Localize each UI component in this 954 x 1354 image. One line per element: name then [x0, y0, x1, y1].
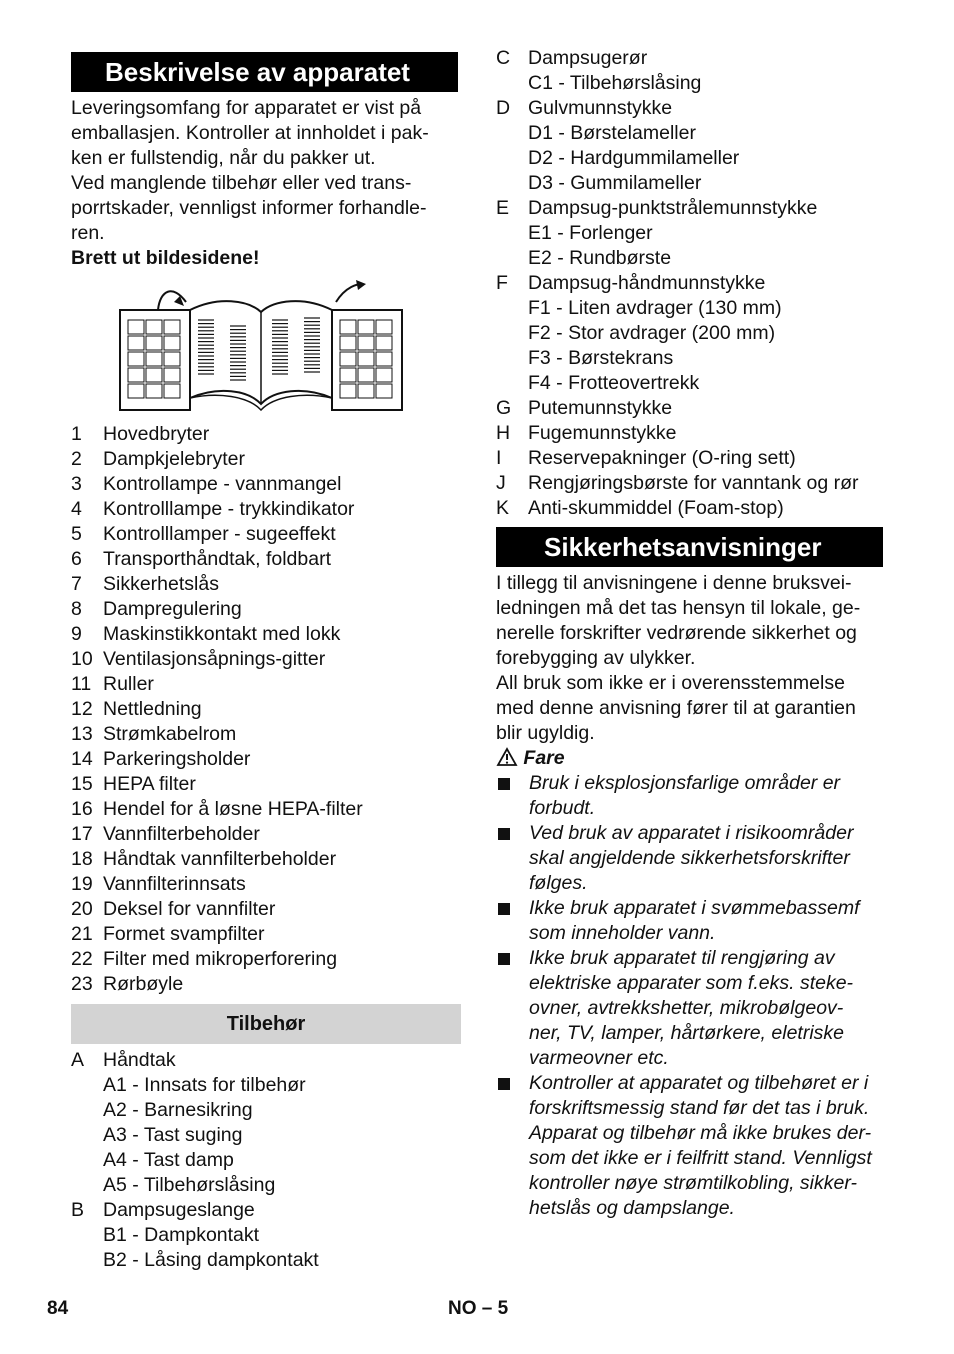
item-text: D3 - Gummilameller [528, 172, 702, 194]
item-number: 23 [71, 973, 93, 995]
safety-intro-line: I tillegg til anvisningene i denne bruksvei- [496, 572, 852, 594]
item-number: 8 [71, 598, 82, 620]
intro-line: porrtskader, vennligst informer forhandle- [71, 197, 427, 219]
item-text: Gulvmunnstykke [528, 97, 673, 119]
intro-line: emballasjen. Kontroller at innholdet i pak- [71, 122, 429, 144]
item-text: E1 - Forlenger [528, 222, 653, 244]
item-text: Dampregulering [103, 598, 242, 620]
safety-bullet-line: Ved bruk av apparatet i risikoområder [529, 822, 854, 844]
item-number: 11 [71, 673, 92, 695]
item-text: C1 - Tilbehørslåsing [528, 72, 702, 94]
safety-intro-line: nerelle forskrifter vedrørende sikkerhet og [496, 622, 857, 644]
section-page-label: NO – 5 [448, 1298, 509, 1319]
item-text: Deksel for vannfilter [103, 898, 276, 920]
item-text: Dampsugeslange [103, 1199, 255, 1221]
item-number: A [71, 1049, 85, 1071]
safety-bullet-line: forbudt. [529, 797, 596, 819]
item-number: H [496, 422, 511, 444]
item-text: HEPA filter [103, 773, 196, 795]
safety-intro-line: All bruk som ikke er i overensstemmelse [496, 672, 845, 694]
safety-bullet-line: Kontroller at apparatet og tilbehøret er i [529, 1072, 869, 1094]
safety-bullet-line: varmeovner etc. [529, 1047, 669, 1069]
item-text: Vannfilterbeholder [103, 823, 260, 845]
safety-bullet-line: Ikke bruk apparatet til rengjøring av [529, 947, 835, 969]
accessories-heading: Tilbehør [71, 1004, 461, 1044]
item-number: D [496, 97, 511, 119]
safety-bullet-line: som det ikke er i feilfritt stand. Vennligst [529, 1147, 872, 1169]
item-text: Hovedbryter [103, 423, 210, 445]
item-number: 3 [71, 473, 82, 495]
item-number: C [496, 47, 511, 69]
item-text: F1 - Liten avdrager (130 mm) [528, 297, 782, 319]
item-text: D2 - Hardgummilameller [528, 147, 740, 169]
item-number: 10 [71, 648, 93, 670]
intro-line: ren. [71, 222, 105, 244]
item-number: 22 [71, 948, 93, 970]
item-text: Ruller [103, 673, 154, 695]
warning-triangle-icon [496, 747, 518, 767]
bullet-square-icon [498, 828, 510, 840]
safety-intro-line: med denne anvisning fører til at garantien [496, 697, 856, 719]
safety-intro-line: forebygging av ulykker. [496, 647, 696, 669]
safety-bullet-line: skal angjeldende sikkerhetsforskrifter [529, 847, 850, 869]
item-number: 14 [71, 748, 93, 770]
item-number: 18 [71, 848, 93, 870]
item-text: A1 - Innsats for tilbehør [103, 1074, 306, 1096]
item-number: 21 [71, 923, 93, 945]
item-text: Dampsug-håndmunnstykke [528, 272, 766, 294]
item-text: Transporthåndtak, foldbart [103, 548, 331, 570]
item-text: F2 - Stor avdrager (200 mm) [528, 322, 776, 344]
safety-bullet-line: elektriske apparater som f.eks. steke- [529, 972, 854, 994]
item-text: F4 - Frotteovertrekk [528, 372, 700, 394]
item-number: 13 [71, 723, 93, 745]
safety-bullet-line: ovner, avtrekkshetter, mikrobølgeov- [529, 997, 844, 1019]
item-number: E [496, 197, 510, 219]
item-text: Dampsug-punktstrålemunnstykke [528, 197, 818, 219]
item-text: Rørbøyle [103, 973, 184, 995]
item-number: 7 [71, 573, 82, 595]
item-text: Sikkerhetslås [103, 573, 219, 595]
item-text: Dampkjelebryter [103, 448, 245, 470]
item-number: 16 [71, 798, 93, 820]
item-text: Ventilasjonsåpnings-gitter [103, 648, 326, 670]
item-text: A2 - Barnesikring [103, 1099, 253, 1121]
item-text: B1 - Dampkontakt [103, 1224, 260, 1246]
item-text: A3 - Tast suging [103, 1124, 243, 1146]
item-number: I [496, 447, 502, 469]
item-number: 4 [71, 498, 82, 520]
item-text: Formet svampfilter [103, 923, 265, 945]
item-text: E2 - Rundbørste [528, 247, 672, 269]
item-number: 12 [71, 698, 93, 720]
fold-out-note: Brett ut bildesidene! [71, 247, 260, 269]
safety-bullet-line: Apparat og tilbehør må ikke brukes der- [529, 1122, 872, 1144]
section-heading-description: Beskrivelse av apparatet [71, 52, 458, 92]
item-text: Håndtak vannfilterbeholder [103, 848, 337, 870]
item-text: Dampsugerør [528, 47, 648, 69]
intro-line: Ved manglende tilbehør eller ved trans- [71, 172, 412, 194]
item-number: 6 [71, 548, 82, 570]
danger-label: Fare [496, 746, 565, 771]
item-number: G [496, 397, 512, 419]
item-number: F [496, 272, 508, 294]
fold-out-pages-illustration [118, 280, 404, 413]
item-text: D1 - Børstelameller [528, 122, 696, 144]
safety-intro-line: blir ugyldig. [496, 722, 595, 744]
item-number: B [71, 1199, 85, 1221]
bullet-square-icon [498, 953, 510, 965]
item-number: 19 [71, 873, 93, 895]
bullet-square-icon [498, 1078, 510, 1090]
item-text: Putemunnstykke [528, 397, 673, 419]
item-number: 9 [71, 623, 82, 645]
item-number: 17 [71, 823, 93, 845]
item-text: A4 - Tast damp [103, 1149, 234, 1171]
item-text: Maskinstikkontakt med lokk [103, 623, 341, 645]
item-text: Rengjøringsbørste for vanntank og rør [528, 472, 859, 494]
intro-line: Leveringsomfang for apparatet er vist på [71, 97, 422, 119]
item-number: 1 [71, 423, 82, 445]
safety-bullet-line: følges. [529, 872, 588, 894]
item-text: Kontrollampe - vannmangel [103, 473, 342, 495]
bullet-square-icon [498, 778, 510, 790]
safety-bullet-line: hetslås og dampslange. [529, 1197, 735, 1219]
item-text: Fugemunnstykke [528, 422, 677, 444]
safety-bullet-line: forskriftsmessig stand før det tas i bruk. [529, 1097, 870, 1119]
item-text: Nettledning [103, 698, 202, 720]
safety-bullet-line: Bruk i eksplosjonsfarlige områder er [529, 772, 841, 794]
item-text: Anti-skummiddel (Foam-stop) [528, 497, 784, 519]
item-text: F3 - Børstekrans [528, 347, 674, 369]
item-text: Parkeringsholder [103, 748, 251, 770]
item-number: 5 [71, 523, 82, 545]
page-number: 84 [47, 1298, 69, 1319]
section-heading-safety: Sikkerhetsanvisninger [496, 527, 883, 567]
item-text: Hendel for å løsne HEPA-filter [103, 798, 363, 820]
item-text: Kontrolllampe - trykkindikator [103, 498, 355, 520]
item-text: Reservepakninger (O-ring sett) [528, 447, 796, 469]
safety-bullet-line: Ikke bruk apparatet i svømmebassemf [529, 897, 860, 919]
item-number: 2 [71, 448, 82, 470]
item-text: Kontrolllamper - sugeeffekt [103, 523, 336, 545]
safety-intro-line: ledningen må det tas hensyn til lokale, ge- [496, 597, 861, 619]
safety-bullet-line: som inneholder vann. [529, 922, 716, 944]
intro-line: ken er fullstendig, når du pakker ut. [71, 147, 376, 169]
arrow-right-icon [356, 280, 366, 290]
item-text: Strømkabelrom [103, 723, 237, 745]
item-text: Vannfilterinnsats [103, 873, 246, 895]
item-text: Filter med mikroperforering [103, 948, 338, 970]
safety-bullet-line: kontroller nøye strømtilkobling, sikker- [529, 1172, 857, 1194]
item-text: B2 - Låsing dampkontakt [103, 1249, 319, 1271]
item-number: 20 [71, 898, 93, 920]
item-number: J [496, 472, 506, 494]
item-number: 15 [71, 773, 93, 795]
safety-bullet-line: ner, TV, lamper, hårtørkere, eletriske [529, 1022, 844, 1044]
bullet-square-icon [498, 903, 510, 915]
item-text: A5 - Tilbehørslåsing [103, 1174, 276, 1196]
item-number: K [496, 497, 510, 519]
item-text: Håndtak [103, 1049, 176, 1071]
